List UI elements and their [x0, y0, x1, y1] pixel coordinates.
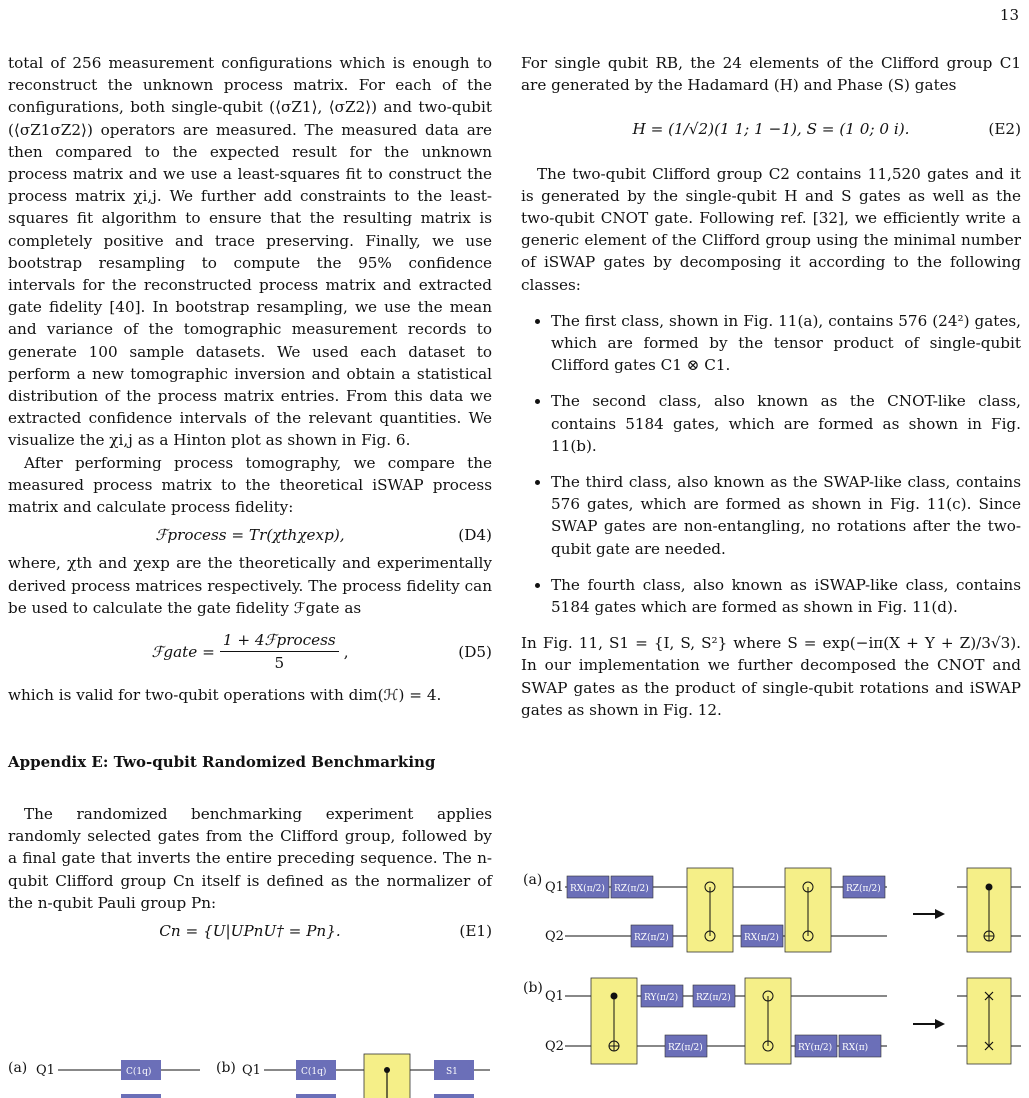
- equation-d5-tail: ,: [343, 642, 349, 661]
- fig11-panel-a-label: (a): [8, 1060, 28, 1076]
- class-list-item-4: • The fourth class, also known as iSWAP-like class, contains 5184 gates which are formed as shown in Fig. 11(d).: [551, 574, 1021, 618]
- left-paragraph-1: total of 256 measurement configurations which is enough to reconstruct the unknown process matrix. For each of the configurations, both single-qubit (⟨σZ1⟩, ⟨σZ2⟩) and two-qubit (⟨σZ1σZ2⟩) operators are measured. The measured data are then compared to the expected result for the unknown process matrix and we use a least-squares fit to construct the process matrix χi,j. We further add constraints to the least-squares fit algorithm to ensure that the resulting matrix is completely positive and trace preserving. Finally, we use bootstrap resampling to compute the 95% confidence intervals for the reconstructed process matrix and extracted gate fidelity [40]. In bootstrap resampling, we use the mean and variance of the tomographic measurement records to generate 100 sample datasets. We used each dataset to perform a new tomographic inversion and obtain a statistical distribution of the process matrix entries. From this data we extracted confidence intervals of the relevant quantities. We visualize the χi,j as a Hinton plot as shown in Fig. 6.: [8, 54, 492, 450]
- equation-e2-body: H = (1/√2)(1 1; 1 −1), S = (1 0; 0 i).: [632, 120, 910, 139]
- fig12-panel-a-label: (a): [523, 872, 543, 888]
- fig12a-rx-label-1: RX(π/2): [570, 884, 605, 894]
- fig11a-q1-label: Q1: [36, 1063, 55, 1078]
- equation-e1-tag: (E1): [459, 921, 492, 940]
- fig12a-q1-label: Q1: [545, 880, 564, 895]
- fig12a-rz-label-1: RZ(π/2): [614, 884, 649, 894]
- equation-d5-fraction: [220, 629, 339, 674]
- fig12b-rx-label: RX(π): [842, 1043, 869, 1053]
- class-list-item-3: • The third class, also known as the SWAP-like class, contains 576 gates, which are formed as shown in Fig. 11(c). Since SWAP gates are non-entangling, no rotations after the two-qubit gate are needed.: [551, 471, 1021, 560]
- fig12b-arrow-head: [935, 1019, 945, 1029]
- left-paragraph-2: After performing process tomography, we compare the measured process matrix to the theoretical iSWAP process matrix and calculate process fidelity:: [8, 453, 492, 517]
- fig12b-q2-label: Q2: [545, 1039, 564, 1054]
- left-paragraph-5: The randomized benchmarking experiment applies randomly selected gates from the Clifford group, followed by a final gate that inverts the entire preceding sequence. The n-qubit Clifford group Cn itself is defined as the normalizer of the n-qubit Pauli group Pn:: [8, 804, 492, 912]
- figure-11-circuits: [4, 1050, 494, 1098]
- right-column: [521, 52, 1021, 721]
- fig12b-ry-label-2: RY(π/2): [798, 1043, 833, 1053]
- fig12a-rz-label-3: RZ(π/2): [846, 884, 881, 894]
- equation-d5: [8, 629, 492, 674]
- equation-d5-numerator: 1 + 4ℱprocess: [220, 629, 339, 652]
- left-paragraph-4: which is valid for two-qubit operations with dim(ℋ) = 4.: [8, 686, 442, 705]
- section-heading: Appendix E: Two-qubit Randomized Benchmarking: [8, 752, 436, 771]
- class-list: [521, 310, 1021, 618]
- fig11b-control-dot: [384, 1067, 390, 1073]
- equation-e1: [8, 920, 492, 942]
- right-paragraph-2: The two-qubit Clifford group C2 contains 11,520 gates and it is generated by the single-qubit H and S gates as well as the two-qubit CNOT gate. Following ref. [32], we efficiently write a generic element of the Clifford group using the minimal number of iSWAP gates by decomposing it according to the following classes:: [521, 164, 1021, 294]
- fig11-panel-b-label: (b): [216, 1060, 236, 1076]
- fig11b-q1-label: Q1: [242, 1063, 261, 1078]
- fig12a-arrow-head: [935, 909, 945, 919]
- equation-d5-lhs: ℱgate =: [151, 642, 215, 661]
- figure-12-circuits: [521, 860, 1026, 1096]
- fig12b-cnot-control: [611, 993, 618, 1000]
- fig11a-c1q-label-1: C(1q): [126, 1067, 152, 1077]
- equation-d4: [8, 524, 492, 546]
- fig12a-rx-label-2: RX(π/2): [744, 933, 779, 943]
- equation-d4-body: ℱprocess = Tr(χthχexp),: [155, 526, 345, 545]
- class-list-item-2: • The second class, also known as the CNOT-like class, contains 5184 gates, which are formed as shown in Fig. 11(b).: [551, 390, 1021, 457]
- page-number: 13: [999, 6, 1019, 24]
- fig11b-s1-label: S1: [446, 1067, 458, 1077]
- right-paragraph-1: For single qubit RB, the 24 elements of the Clifford group C1 are generated by the Hadamard (H) and Phase (S) gates: [521, 54, 1021, 95]
- left-paragraph-3: where, χth and χexp are the theoretically and experimentally derived process matrices respectively. The process fidelity can be used to calculate the gate fidelity ℱgate as: [8, 554, 492, 617]
- fig11b-c1q-gate-2: [296, 1094, 336, 1098]
- fig12b-rz-label-2: RZ(π/2): [668, 1043, 703, 1053]
- fig12b-rz-label-1: RZ(π/2): [696, 993, 731, 1003]
- equation-e2: [521, 118, 1021, 140]
- fig12a-q2-label: Q2: [545, 929, 564, 944]
- fig11a-c1q-gate-2: [121, 1094, 161, 1098]
- left-column: [8, 52, 492, 948]
- equation-d5-tag: (D5): [458, 642, 492, 661]
- fig11b-c1q-label: C(1q): [301, 1067, 327, 1077]
- fig12a-rz-label-2: RZ(π/2): [634, 933, 669, 943]
- fig12b-ry-label-1: RY(π/2): [644, 993, 679, 1003]
- fig12b-q1-label: Q1: [545, 989, 564, 1004]
- equation-d5-denominator: 5: [274, 654, 285, 673]
- equation-d4-tag: (D4): [458, 526, 492, 545]
- right-paragraph-3: In Fig. 11, S1 = {I, S, S²} where S = exp(−iπ(X + Y + Z)/3√3). In our implementation we further decomposed the CNOT and SWAP gates as the product of single-qubit rotations and iSWAP gates as shown in Fig. 12.: [521, 634, 1021, 719]
- class-list-item-1: • The first class, shown in Fig. 11(a), contains 576 (24²) gates, which are formed by the tensor product of single-qubit Clifford gates C1 ⊗ C1.: [551, 310, 1021, 377]
- equation-e1-body: Cn = {U|UPnU† = Pn}.: [159, 921, 341, 940]
- fig11b-s1-gate-2: [434, 1094, 474, 1098]
- equation-e2-tag: (E2): [988, 120, 1021, 139]
- fig12a-cnot-control: [986, 884, 993, 891]
- fig12-panel-b-label: (b): [523, 980, 543, 996]
